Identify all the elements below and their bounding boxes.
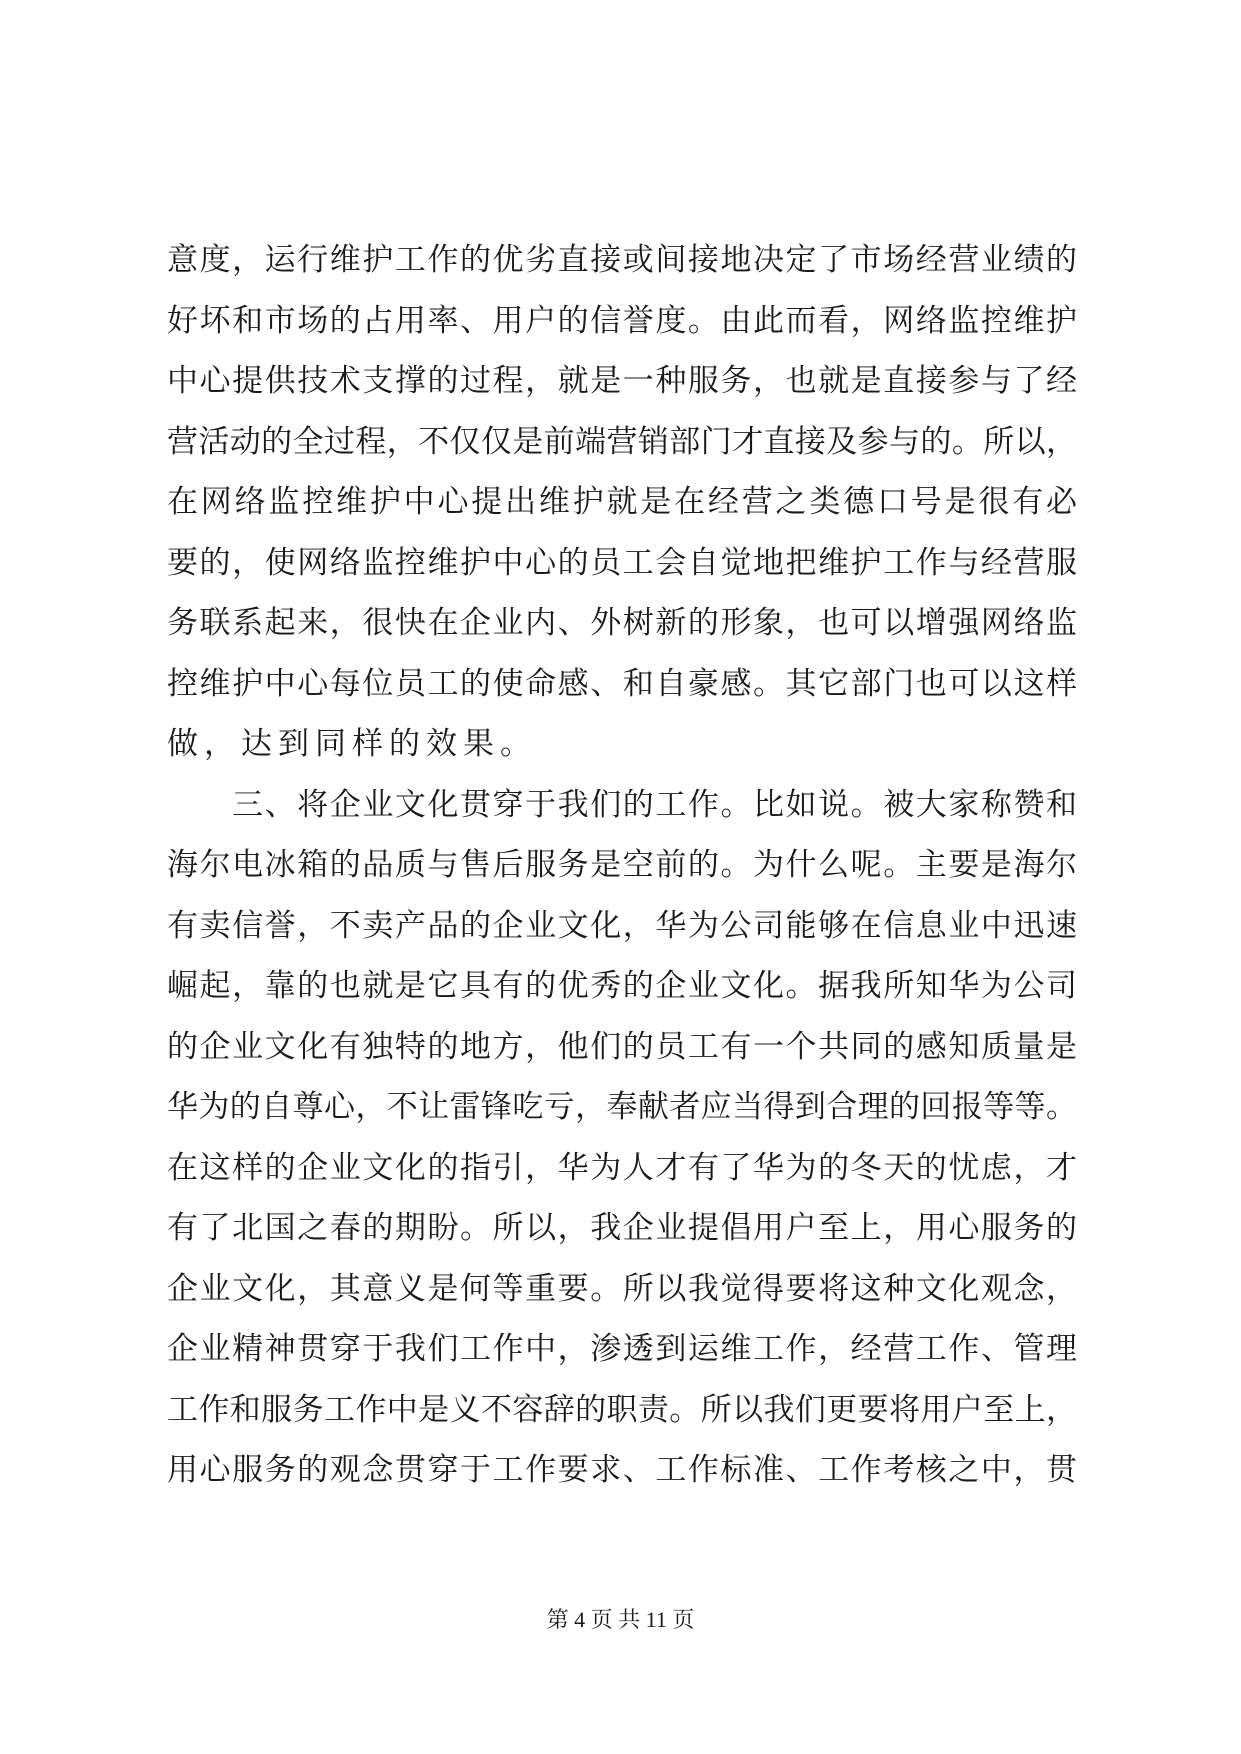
text-line: 营活动的全过程，不仅仅是前端营销部门才直接及参与的。所以， — [167, 423, 1077, 460]
text-line: 有卖信誉，不卖产品的企业文化，华为公司能够在信息业中迅速 — [167, 907, 1077, 944]
text-line: 工作和服务工作中是义不容辞的职责。所以我们更要将用户至上， — [167, 1391, 1077, 1428]
page-footer — [0, 1603, 1241, 1634]
text-line: 在网络监控维护中心提出维护就是在经营之类德口号是很有必 — [167, 484, 1077, 520]
text-line: 在这样的企业文化的指引，华为人才有了华为的冬天的忧虑，才 — [167, 1149, 1077, 1186]
text-line: 务联系起来，很快在企业内、外树新的形象，也可以增强网络监 — [167, 605, 1077, 641]
text-line: 的企业文化有独特的地方，他们的员工有一个共同的感知质量是 — [167, 1028, 1077, 1065]
text-line: 好坏和市场的占用率、用户的信誉度。由此而看，网络监控维护 — [167, 302, 1077, 339]
text-line: 崛起，靠的也就是它具有的优秀的企业文化。据我所知华为公司 — [167, 968, 1077, 1004]
text-line: 企业精神贯穿于我们工作中，渗透到运维工作，经营工作、管理 — [167, 1331, 1077, 1367]
text-line: 有了北国之春的期盼。所以，我企业提倡用户至上，用心服务的 — [167, 1210, 1077, 1246]
text-line: 要的，使网络监控维护中心的员工会自觉地把维护工作与经营服 — [167, 544, 1077, 581]
text-line: 中心提供技术支撑的过程，就是一种服务，也就是直接参与了经 — [167, 363, 1077, 399]
document-body — [167, 230, 1077, 1501]
text-line: 企业文化，其意义是何等重要。所以我觉得要将这种文化观念， — [167, 1270, 1077, 1307]
text-line: 海尔电冰箱的品质与售后服务是空前的。为什么呢。主要是海尔 — [167, 847, 1077, 883]
text-line: 控维护中心每位员工的使命感、和自豪感。其它部门也可以这样 — [167, 665, 1077, 702]
text-line: 意度，运行维护工作的优劣直接或间接地决定了市场经营业绩的 — [167, 242, 1077, 278]
text-line: 做，达到同样的效果。 — [167, 726, 537, 762]
page-number-label: 第 4 页 共 11 页 — [546, 1607, 695, 1632]
text-line: 华为的自尊心，不让雷锋吃亏，奉献者应当得到合理的回报等等。 — [167, 1089, 1077, 1125]
text-line: 用心服务的观念贯穿于工作要求、工作标准、工作考核之中，贯 — [167, 1452, 1077, 1488]
text-line: 三、将企业文化贯穿于我们的工作。比如说。被大家称赞和 — [167, 786, 1077, 823]
